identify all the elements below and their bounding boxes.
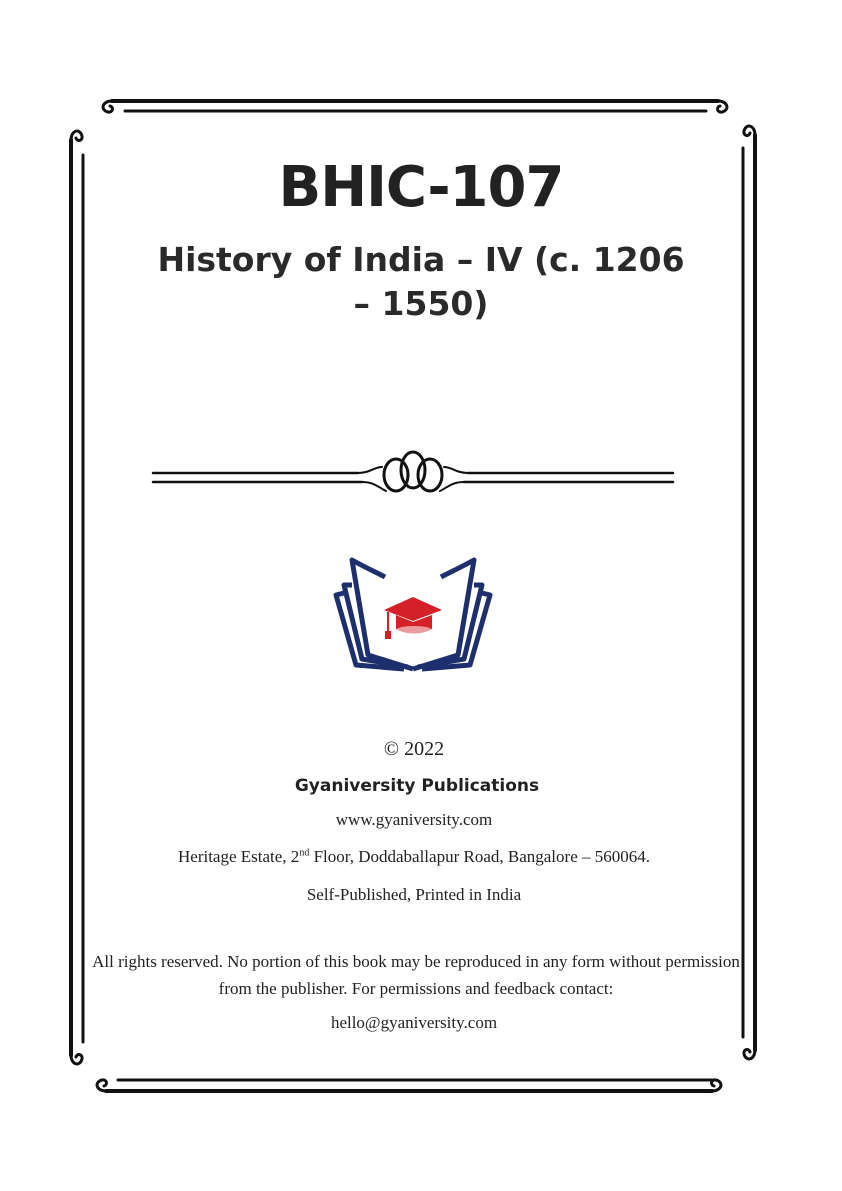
rights-notice: All rights reserved. No portion of this book may be reproduced in any form without permission from the publisher. For permissions and feedback contact: (92, 952, 740, 998)
printing-note: Self-Published, Printed in India (306, 885, 522, 904)
address-part: Floor, Doddaballapur Road, Bangalore – 560064. (309, 847, 650, 866)
ornamental-divider (150, 445, 676, 500)
course-code: BHIC-107 (278, 155, 564, 220)
website-link[interactable]: www.gyaniversity.com (335, 810, 493, 829)
open-book-graduation-cap-icon (330, 555, 496, 675)
contact-email[interactable]: hello@gyaniversity.com (330, 1013, 498, 1032)
publisher-address (0, 847, 828, 867)
copyright: © 2022 (383, 738, 445, 760)
address-superscript: nd (299, 847, 310, 859)
address-part: Heritage Estate, 2 (178, 847, 300, 866)
publisher-name: Gyaniversity Publications (294, 776, 540, 796)
course-title: History of India – IV (c. 1206 – 1550) (157, 240, 685, 323)
